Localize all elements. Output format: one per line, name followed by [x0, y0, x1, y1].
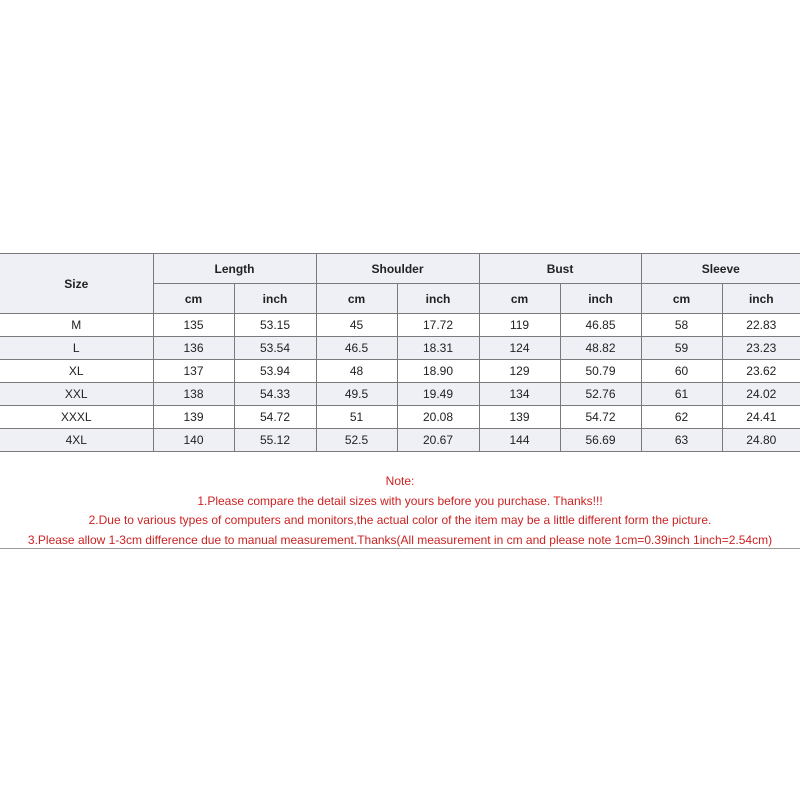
length-cm-cell: 138	[153, 383, 234, 406]
length-inch-cell: 53.15	[234, 314, 316, 337]
sleeve-cm-cell: 59	[641, 337, 722, 360]
bust-inch-cell: 54.72	[560, 406, 641, 429]
shoulder-inch-cell: 20.08	[397, 406, 479, 429]
shoulder-inch-cell: 17.72	[397, 314, 479, 337]
table-row	[0, 360, 800, 383]
size-cell: XXL	[0, 383, 153, 406]
shoulder-inch-cell: 18.31	[397, 337, 479, 360]
note-line-2: 2.Due to various types of computers and monitors,the actual color of the item may be a little different form the picture.	[88, 513, 712, 527]
note-title: Note:	[385, 474, 415, 488]
shoulder-cm-cell: 48	[316, 360, 397, 383]
sleeve-inch-cell: 24.41	[722, 406, 800, 429]
table-row	[0, 429, 800, 452]
length-inch-cell: 53.94	[234, 360, 316, 383]
bust-cm-cell: 134	[479, 383, 560, 406]
shoulder-cm-cell: 51	[316, 406, 397, 429]
length-inch-cell: 54.72	[234, 406, 316, 429]
length-group-header: Length	[153, 254, 316, 284]
table-row	[0, 383, 800, 406]
note-line-3: 3.Please allow 1-3cm difference due to manual measurement.Thanks(All measurement in cm and please note 1cm=0.39inch 1inch=2.54cm)	[27, 532, 773, 547]
shoulder-cm-cell: 45	[316, 314, 397, 337]
length-cm-header: cm	[153, 284, 234, 314]
bust-inch-header: inch	[560, 284, 641, 314]
table-row	[0, 314, 800, 337]
length-inch-cell: 54.33	[234, 383, 316, 406]
bust-inch-cell: 46.85	[560, 314, 641, 337]
shoulder-inch-header: inch	[397, 284, 479, 314]
table-body	[0, 314, 800, 452]
bust-cm-header: cm	[479, 284, 560, 314]
shoulder-group-header: Shoulder	[316, 254, 479, 284]
bust-cm-cell: 144	[479, 429, 560, 452]
sleeve-inch-cell: 24.02	[722, 383, 800, 406]
sleeve-cm-cell: 61	[641, 383, 722, 406]
sleeve-cm-cell: 62	[641, 406, 722, 429]
bust-cm-cell: 129	[479, 360, 560, 383]
table-row	[0, 406, 800, 429]
bust-cm-cell: 124	[479, 337, 560, 360]
shoulder-cm-cell: 52.5	[316, 429, 397, 452]
sleeve-inch-cell: 24.80	[722, 429, 800, 452]
size-cell: XL	[0, 360, 153, 383]
bust-group-header: Bust	[479, 254, 641, 284]
notes-divider	[0, 548, 800, 549]
shoulder-cm-cell: 46.5	[316, 337, 397, 360]
bust-inch-cell: 50.79	[560, 360, 641, 383]
bust-cm-cell: 139	[479, 406, 560, 429]
bust-inch-cell: 52.76	[560, 383, 641, 406]
sleeve-inch-header: inch	[722, 284, 800, 314]
sleeve-inch-cell: 23.23	[722, 337, 800, 360]
sleeve-cm-cell: 63	[641, 429, 722, 452]
sleeve-cm-header: cm	[641, 284, 722, 314]
length-inch-header: inch	[234, 284, 316, 314]
length-cm-cell: 140	[153, 429, 234, 452]
sleeve-cm-cell: 60	[641, 360, 722, 383]
sleeve-inch-cell: 22.83	[722, 314, 800, 337]
size-column-header: Size	[0, 254, 153, 314]
length-cm-cell: 135	[153, 314, 234, 337]
shoulder-inch-cell: 19.49	[397, 383, 479, 406]
size-cell: M	[0, 314, 153, 337]
bust-inch-cell: 48.82	[560, 337, 641, 360]
shoulder-inch-cell: 18.90	[397, 360, 479, 383]
table-header	[0, 254, 800, 314]
size-cell: 4XL	[0, 429, 153, 452]
notes-section	[0, 472, 800, 550]
sleeve-cm-cell: 58	[641, 314, 722, 337]
bust-cm-cell: 119	[479, 314, 560, 337]
sleeve-group-header: Sleeve	[641, 254, 800, 284]
shoulder-cm-cell: 49.5	[316, 383, 397, 406]
sleeve-inch-cell: 23.62	[722, 360, 800, 383]
header-group-row	[0, 254, 800, 284]
note-line-1: 1.Please compare the detail sizes with yours before you purchase. Thanks!!!	[197, 493, 603, 508]
shoulder-inch-cell: 20.67	[397, 429, 479, 452]
length-inch-cell: 53.54	[234, 337, 316, 360]
size-cell: XXXL	[0, 406, 153, 429]
bust-inch-cell: 56.69	[560, 429, 641, 452]
length-cm-cell: 137	[153, 360, 234, 383]
length-inch-cell: 55.12	[234, 429, 316, 452]
length-cm-cell: 136	[153, 337, 234, 360]
table-row	[0, 337, 800, 360]
length-cm-cell: 139	[153, 406, 234, 429]
size-cell: L	[0, 337, 153, 360]
shoulder-cm-header: cm	[316, 284, 397, 314]
size-chart-table	[0, 253, 800, 452]
